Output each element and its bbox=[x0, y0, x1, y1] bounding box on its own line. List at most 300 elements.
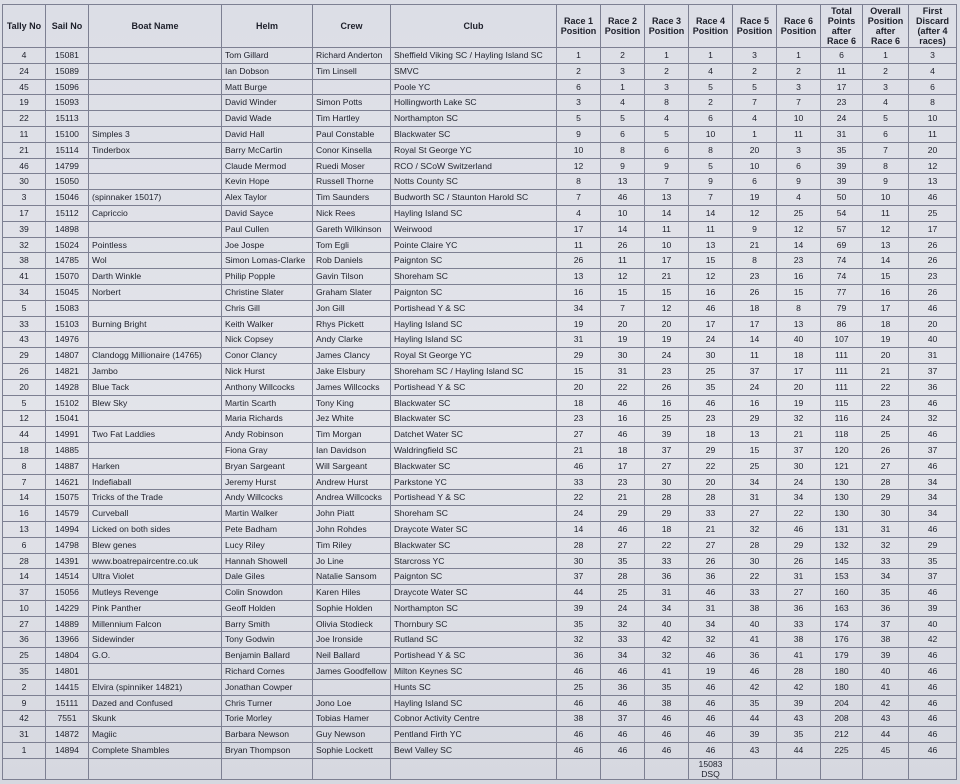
total-points-cell: 111 bbox=[821, 379, 863, 395]
helm-cell: Nick Copsey bbox=[222, 332, 313, 348]
overall-position-cell: 19 bbox=[863, 332, 909, 348]
overall-position-cell: 3 bbox=[863, 79, 909, 95]
boat-name-cell: G.O. bbox=[89, 648, 222, 664]
club-cell: Hunts SC bbox=[391, 679, 557, 695]
boat-name-cell: Indefiaball bbox=[89, 474, 222, 490]
race3-cell: 7 bbox=[645, 174, 689, 190]
race3-cell: 28 bbox=[645, 490, 689, 506]
overall-position-cell: 9 bbox=[863, 174, 909, 190]
race2-cell: 4 bbox=[601, 95, 645, 111]
crew-cell: John Piatt bbox=[313, 506, 391, 522]
crew-cell bbox=[313, 679, 391, 695]
race1-cell: 4 bbox=[557, 205, 601, 221]
tally-cell: 11 bbox=[3, 126, 46, 142]
club-cell: RCO / SCoW Switzerland bbox=[391, 158, 557, 174]
race3-cell: 9 bbox=[645, 158, 689, 174]
race3-cell: 2 bbox=[645, 63, 689, 79]
race3-cell: 41 bbox=[645, 664, 689, 680]
boat-name-cell: Curveball bbox=[89, 506, 222, 522]
boat-name-cell: Mutleys Revenge bbox=[89, 585, 222, 601]
club-cell: Hayling Island SC bbox=[391, 332, 557, 348]
sail-cell: 14928 bbox=[46, 379, 89, 395]
total-points-cell: 74 bbox=[821, 253, 863, 269]
first-discard-cell: 31 bbox=[909, 348, 957, 364]
tally-cell: 7 bbox=[3, 474, 46, 490]
race6-cell: 27 bbox=[777, 585, 821, 601]
first-discard-cell: 46 bbox=[909, 695, 957, 711]
race5-cell: 10 bbox=[733, 158, 777, 174]
sail-cell: 14807 bbox=[46, 348, 89, 364]
race1-cell: 22 bbox=[557, 490, 601, 506]
race5-cell: 38 bbox=[733, 600, 777, 616]
table-row bbox=[3, 458, 957, 474]
table-row bbox=[3, 743, 957, 759]
race2-cell: 34 bbox=[601, 648, 645, 664]
boat-name-cell: Pointless bbox=[89, 237, 222, 253]
race5-cell: 15 bbox=[733, 442, 777, 458]
crew-cell: Tim Morgan bbox=[313, 427, 391, 443]
race2-cell: 11 bbox=[601, 253, 645, 269]
helm-cell: David Winder bbox=[222, 95, 313, 111]
crew-cell: Graham Slater bbox=[313, 284, 391, 300]
crew-cell: John Rohdes bbox=[313, 521, 391, 537]
club-cell: Blackwater SC bbox=[391, 126, 557, 142]
total-points-cell: 179 bbox=[821, 648, 863, 664]
overall-position-cell: 24 bbox=[863, 411, 909, 427]
first-discard-cell: 26 bbox=[909, 284, 957, 300]
race3-cell: 11 bbox=[645, 221, 689, 237]
table-row bbox=[3, 506, 957, 522]
sail-cell: 14821 bbox=[46, 363, 89, 379]
total-points-cell: 86 bbox=[821, 316, 863, 332]
race6-cell: 11 bbox=[777, 126, 821, 142]
sail-cell: 15050 bbox=[46, 174, 89, 190]
crew-cell: Tom Egli bbox=[313, 237, 391, 253]
race2-cell: 46 bbox=[601, 664, 645, 680]
overall-position-cell: 18 bbox=[863, 316, 909, 332]
overall-position-cell: 1 bbox=[863, 48, 909, 64]
overall-position-cell: 14 bbox=[863, 253, 909, 269]
table-row bbox=[3, 537, 957, 553]
helm-cell: Ian Dobson bbox=[222, 63, 313, 79]
race3-cell: 19 bbox=[645, 332, 689, 348]
boat-name-cell: Darth Winkle bbox=[89, 269, 222, 285]
race2-cell: 7 bbox=[601, 300, 645, 316]
race5-cell: 29 bbox=[733, 411, 777, 427]
first-discard-cell: 25 bbox=[909, 205, 957, 221]
race4-cell: 20 bbox=[689, 474, 733, 490]
race2-cell: 46 bbox=[601, 743, 645, 759]
sail-cell: 14229 bbox=[46, 600, 89, 616]
header-race5: Race 5 Position bbox=[733, 5, 777, 48]
race5-cell: 40 bbox=[733, 616, 777, 632]
race4-cell: 16 bbox=[689, 284, 733, 300]
helm-cell: Benjamin Ballard bbox=[222, 648, 313, 664]
helm-cell: Tony Godwin bbox=[222, 632, 313, 648]
race4-cell: 31 bbox=[689, 600, 733, 616]
sail-cell: 15081 bbox=[46, 48, 89, 64]
race4-cell: 18 bbox=[689, 427, 733, 443]
race5-cell: 37 bbox=[733, 363, 777, 379]
race5-cell: 33 bbox=[733, 585, 777, 601]
race3-cell: 46 bbox=[645, 711, 689, 727]
crew-cell: Andrew Hurst bbox=[313, 474, 391, 490]
boat-name-cell: Pink Panther bbox=[89, 600, 222, 616]
race2-cell: 12 bbox=[601, 269, 645, 285]
club-cell: Bewl Valley SC bbox=[391, 743, 557, 759]
race1-cell: 14 bbox=[557, 521, 601, 537]
table-row bbox=[3, 158, 957, 174]
header-club: Club bbox=[391, 5, 557, 48]
boat-name-cell: Tinderbox bbox=[89, 142, 222, 158]
table-row bbox=[3, 363, 957, 379]
overall-position-cell: 15 bbox=[863, 269, 909, 285]
race5-cell: 13 bbox=[733, 427, 777, 443]
club-cell: Pentland Firth YC bbox=[391, 727, 557, 743]
race1-cell: 28 bbox=[557, 537, 601, 553]
total-points-cell: 69 bbox=[821, 237, 863, 253]
race2-cell: 32 bbox=[601, 616, 645, 632]
crew-cell: Sophie Holden bbox=[313, 600, 391, 616]
race2-cell: 17 bbox=[601, 458, 645, 474]
race2-cell: 6 bbox=[601, 126, 645, 142]
sail-cell: 15056 bbox=[46, 585, 89, 601]
table-row bbox=[3, 679, 957, 695]
club-cell: Hayling Island SC bbox=[391, 695, 557, 711]
sail-cell: 15089 bbox=[46, 63, 89, 79]
race3-cell: 37 bbox=[645, 442, 689, 458]
race6-cell: 46 bbox=[777, 521, 821, 537]
race2-cell: 26 bbox=[601, 237, 645, 253]
race5-cell: 1 bbox=[733, 126, 777, 142]
race5-cell: 35 bbox=[733, 695, 777, 711]
boat-name-cell: Millennium Falcon bbox=[89, 616, 222, 632]
race6-cell: 4 bbox=[777, 190, 821, 206]
race5-cell: 39 bbox=[733, 727, 777, 743]
helm-cell: Jeremy Hurst bbox=[222, 474, 313, 490]
helm-cell: Richard Cornes bbox=[222, 664, 313, 680]
race6-cell: 8 bbox=[777, 300, 821, 316]
race5-cell: 36 bbox=[733, 648, 777, 664]
race1-cell: 9 bbox=[557, 126, 601, 142]
race5-cell: 16 bbox=[733, 395, 777, 411]
overall-position-cell: 21 bbox=[863, 363, 909, 379]
race5-cell: 4 bbox=[733, 111, 777, 127]
crew-cell: Tobias Hamer bbox=[313, 711, 391, 727]
tally-cell: 28 bbox=[3, 553, 46, 569]
table-row bbox=[3, 553, 957, 569]
header-race3: Race 3 Position bbox=[645, 5, 689, 48]
club-cell: Draycote Water SC bbox=[391, 585, 557, 601]
race2-cell: 33 bbox=[601, 632, 645, 648]
total-points-cell: 107 bbox=[821, 332, 863, 348]
race3-cell: 39 bbox=[645, 427, 689, 443]
table-row bbox=[3, 600, 957, 616]
sail-cell: 15075 bbox=[46, 490, 89, 506]
club-cell: Poole YC bbox=[391, 79, 557, 95]
race2-cell: 15 bbox=[601, 284, 645, 300]
helm-cell: Conor Clancy bbox=[222, 348, 313, 364]
race4-cell: 46 bbox=[689, 695, 733, 711]
table-row bbox=[3, 395, 957, 411]
race4-cell: 27 bbox=[689, 537, 733, 553]
race3-cell: 26 bbox=[645, 379, 689, 395]
total-points-cell: 31 bbox=[821, 126, 863, 142]
header-race2: Race 2 Position bbox=[601, 5, 645, 48]
first-discard-cell: 23 bbox=[909, 269, 957, 285]
results-body bbox=[3, 48, 957, 759]
race5-cell: 14 bbox=[733, 332, 777, 348]
helm-cell: Nick Hurst bbox=[222, 363, 313, 379]
first-discard-cell: 42 bbox=[909, 632, 957, 648]
sail-cell: 15112 bbox=[46, 205, 89, 221]
race3-cell: 14 bbox=[645, 205, 689, 221]
club-cell: Pointe Claire YC bbox=[391, 237, 557, 253]
race5-cell: 21 bbox=[733, 237, 777, 253]
race4-cell: 34 bbox=[689, 616, 733, 632]
tally-cell: 35 bbox=[3, 664, 46, 680]
tally-cell: 25 bbox=[3, 648, 46, 664]
race6-cell: 20 bbox=[777, 379, 821, 395]
tally-cell: 37 bbox=[3, 585, 46, 601]
table-row bbox=[3, 332, 957, 348]
race3-cell: 3 bbox=[645, 79, 689, 95]
table-row bbox=[3, 664, 957, 680]
tally-cell: 20 bbox=[3, 379, 46, 395]
race6-cell: 39 bbox=[777, 695, 821, 711]
first-discard-cell: 20 bbox=[909, 142, 957, 158]
sail-cell: 15102 bbox=[46, 395, 89, 411]
total-points-cell: 57 bbox=[821, 221, 863, 237]
club-cell: Royal St George YC bbox=[391, 142, 557, 158]
tally-cell: 21 bbox=[3, 142, 46, 158]
crew-cell: Nick Rees bbox=[313, 205, 391, 221]
race3-cell: 22 bbox=[645, 537, 689, 553]
table-row bbox=[3, 569, 957, 585]
total-points-cell: 11 bbox=[821, 63, 863, 79]
results-table bbox=[2, 4, 957, 780]
boat-name-cell: www.boatrepaircentre.co.uk bbox=[89, 553, 222, 569]
overall-position-cell: 2 bbox=[863, 63, 909, 79]
crew-cell: Ian Davidson bbox=[313, 442, 391, 458]
crew-cell: Rob Daniels bbox=[313, 253, 391, 269]
header-row bbox=[3, 5, 957, 48]
race4-cell: 17 bbox=[689, 316, 733, 332]
tally-cell: 16 bbox=[3, 506, 46, 522]
race2-cell: 1 bbox=[601, 79, 645, 95]
overall-position-cell: 43 bbox=[863, 711, 909, 727]
overall-position-cell: 31 bbox=[863, 521, 909, 537]
helm-cell: Andy Robinson bbox=[222, 427, 313, 443]
club-cell: Draycote Water SC bbox=[391, 521, 557, 537]
race4-cell: 25 bbox=[689, 363, 733, 379]
tally-cell: 14 bbox=[3, 569, 46, 585]
first-discard-cell: 4 bbox=[909, 63, 957, 79]
total-points-cell: 160 bbox=[821, 585, 863, 601]
race6-cell: 22 bbox=[777, 506, 821, 522]
race4-cell: 1 bbox=[689, 48, 733, 64]
race4-dsq-note: 15083 DSQ bbox=[689, 758, 733, 779]
race6-cell: 1 bbox=[777, 48, 821, 64]
overall-position-cell: 36 bbox=[863, 600, 909, 616]
race1-cell: 34 bbox=[557, 300, 601, 316]
crew-cell: Jon Gill bbox=[313, 300, 391, 316]
race3-cell: 29 bbox=[645, 506, 689, 522]
boat-name-cell bbox=[89, 221, 222, 237]
total-points-cell: 6 bbox=[821, 48, 863, 64]
race6-cell: 18 bbox=[777, 348, 821, 364]
helm-cell: David Sayce bbox=[222, 205, 313, 221]
club-cell: Blackwater SC bbox=[391, 537, 557, 553]
boat-name-cell: Wol bbox=[89, 253, 222, 269]
table-row bbox=[3, 142, 957, 158]
first-discard-cell: 34 bbox=[909, 490, 957, 506]
boat-name-cell: Skunk bbox=[89, 711, 222, 727]
first-discard-cell: 26 bbox=[909, 237, 957, 253]
sail-cell: 14976 bbox=[46, 332, 89, 348]
boat-name-cell bbox=[89, 442, 222, 458]
first-discard-cell: 17 bbox=[909, 221, 957, 237]
race5-cell: 11 bbox=[733, 348, 777, 364]
table-row bbox=[3, 521, 957, 537]
race2-cell: 35 bbox=[601, 553, 645, 569]
race4-cell: 46 bbox=[689, 395, 733, 411]
crew-cell: James Willcocks bbox=[313, 379, 391, 395]
first-discard-cell: 46 bbox=[909, 711, 957, 727]
boat-name-cell: Blew Sky bbox=[89, 395, 222, 411]
race4-cell: 29 bbox=[689, 442, 733, 458]
table-row bbox=[3, 427, 957, 443]
race6-cell: 26 bbox=[777, 553, 821, 569]
first-discard-cell: 46 bbox=[909, 300, 957, 316]
boat-name-cell: Capriccio bbox=[89, 205, 222, 221]
race1-cell: 24 bbox=[557, 506, 601, 522]
race5-cell: 43 bbox=[733, 743, 777, 759]
race1-cell: 46 bbox=[557, 695, 601, 711]
crew-cell: Simon Potts bbox=[313, 95, 391, 111]
sail-cell: 14804 bbox=[46, 648, 89, 664]
tally-cell: 1 bbox=[3, 743, 46, 759]
tally-cell: 6 bbox=[3, 537, 46, 553]
club-cell: Portishead Y & SC bbox=[391, 300, 557, 316]
race4-cell: 46 bbox=[689, 300, 733, 316]
race2-cell: 30 bbox=[601, 348, 645, 364]
total-points-cell: 79 bbox=[821, 300, 863, 316]
header-race4: Race 4 Position bbox=[689, 5, 733, 48]
race5-cell: 9 bbox=[733, 221, 777, 237]
crew-cell: Gavin Tilson bbox=[313, 269, 391, 285]
helm-cell: Pete Badham bbox=[222, 521, 313, 537]
race5-cell: 41 bbox=[733, 632, 777, 648]
tally-cell: 41 bbox=[3, 269, 46, 285]
first-discard-cell: 46 bbox=[909, 427, 957, 443]
race4-cell: 10 bbox=[689, 126, 733, 142]
total-points-cell: 153 bbox=[821, 569, 863, 585]
race4-cell: 24 bbox=[689, 332, 733, 348]
race4-cell: 46 bbox=[689, 585, 733, 601]
race6-cell: 12 bbox=[777, 221, 821, 237]
total-points-cell: 130 bbox=[821, 474, 863, 490]
crew-cell: Will Sargeant bbox=[313, 458, 391, 474]
header-race6: Race 6 Position bbox=[777, 5, 821, 48]
race5-cell: 3 bbox=[733, 48, 777, 64]
crew-cell: Andrea Willcocks bbox=[313, 490, 391, 506]
race3-cell: 16 bbox=[645, 395, 689, 411]
race1-cell: 32 bbox=[557, 632, 601, 648]
crew-cell: Karen Hiles bbox=[313, 585, 391, 601]
total-points-cell: 176 bbox=[821, 632, 863, 648]
crew-cell: Tim Riley bbox=[313, 537, 391, 553]
footer-row bbox=[3, 758, 957, 779]
race3-cell: 5 bbox=[645, 126, 689, 142]
race3-cell: 1 bbox=[645, 48, 689, 64]
race1-cell: 20 bbox=[557, 379, 601, 395]
club-cell: Cobnor Activity Centre bbox=[391, 711, 557, 727]
race6-cell: 2 bbox=[777, 63, 821, 79]
sail-cell: 14514 bbox=[46, 569, 89, 585]
race2-cell: 3 bbox=[601, 63, 645, 79]
race5-cell: 30 bbox=[733, 553, 777, 569]
sail-cell: 15083 bbox=[46, 300, 89, 316]
first-discard-cell: 32 bbox=[909, 411, 957, 427]
boat-name-cell: Burning Bright bbox=[89, 316, 222, 332]
race5-cell: 27 bbox=[733, 506, 777, 522]
table-row bbox=[3, 221, 957, 237]
tally-cell: 24 bbox=[3, 63, 46, 79]
tally-cell: 22 bbox=[3, 111, 46, 127]
club-cell: Hayling Island SC bbox=[391, 205, 557, 221]
total-points-cell: 17 bbox=[821, 79, 863, 95]
race6-cell: 3 bbox=[777, 79, 821, 95]
first-discard-cell: 36 bbox=[909, 379, 957, 395]
sail-cell: 15093 bbox=[46, 95, 89, 111]
overall-position-cell: 7 bbox=[863, 142, 909, 158]
club-cell: Weirwood bbox=[391, 221, 557, 237]
race5-cell: 20 bbox=[733, 142, 777, 158]
overall-position-cell: 40 bbox=[863, 664, 909, 680]
boat-name-cell: Clandogg Millionaire (14765) bbox=[89, 348, 222, 364]
helm-cell: Christine Slater bbox=[222, 284, 313, 300]
race3-cell: 46 bbox=[645, 743, 689, 759]
race4-cell: 46 bbox=[689, 711, 733, 727]
sail-cell: 15046 bbox=[46, 190, 89, 206]
crew-cell: Olivia Stodieck bbox=[313, 616, 391, 632]
table-row bbox=[3, 63, 957, 79]
header-discard: First Discard (after 4 races) bbox=[909, 5, 957, 48]
race3-cell: 25 bbox=[645, 411, 689, 427]
table-row bbox=[3, 269, 957, 285]
club-cell: Shoreham SC / Hayling Island SC bbox=[391, 363, 557, 379]
race1-cell: 46 bbox=[557, 664, 601, 680]
crew-cell: Jez White bbox=[313, 411, 391, 427]
race6-cell: 13 bbox=[777, 316, 821, 332]
race1-cell: 19 bbox=[557, 316, 601, 332]
crew-cell: Conor Kinsella bbox=[313, 142, 391, 158]
race4-cell: 21 bbox=[689, 521, 733, 537]
race5-cell: 24 bbox=[733, 379, 777, 395]
boat-name-cell bbox=[89, 300, 222, 316]
total-points-cell: 208 bbox=[821, 711, 863, 727]
club-cell: Blackwater SC bbox=[391, 395, 557, 411]
race2-cell: 13 bbox=[601, 174, 645, 190]
total-points-cell: 111 bbox=[821, 363, 863, 379]
race2-cell: 9 bbox=[601, 158, 645, 174]
race1-cell: 18 bbox=[557, 395, 601, 411]
race3-cell: 38 bbox=[645, 695, 689, 711]
boat-name-cell: Sidewinder bbox=[89, 632, 222, 648]
total-points-cell: 23 bbox=[821, 95, 863, 111]
club-cell: Starcross YC bbox=[391, 553, 557, 569]
